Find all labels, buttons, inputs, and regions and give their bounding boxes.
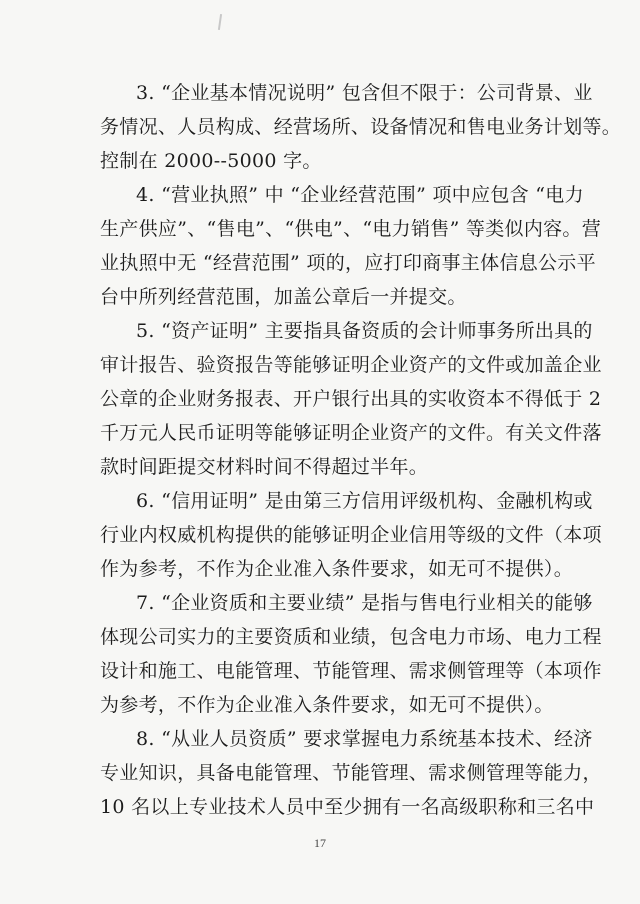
text-line: 务情况、人员构成、经营场所、设备情况和售电业务计划等。 <box>100 116 622 138</box>
text-line: 设计和施工、电能管理、节能管理、需求侧管理等（本项作 <box>100 660 602 682</box>
text-line: 8. “从业人员资质” 要求掌握电力系统基本技术、经济 <box>136 728 593 750</box>
text-line: 为参考，不作为企业准入条件要求，如无可不提供）。 <box>100 694 554 716</box>
text-line: 公章的企业财务报表、开户银行出具的实收资本不得低于 2 <box>100 388 602 410</box>
text-line: 千万元人民币证明等能够证明企业资产的文件。有关文件落 <box>100 422 602 444</box>
text-line: 4. “营业执照” 中 “企业经营范围” 项中应包含 “电力 <box>136 184 584 206</box>
text-line: 6. “信用证明” 是由第三方信用评级机构、金融机构或 <box>136 490 593 512</box>
text-line: 作为参考，不作为企业准入条件要求，如无可不提供）。 <box>100 558 574 580</box>
text-line: 3. “企业基本情况说明” 包含但不限于：公司背景、业 <box>136 82 593 104</box>
text-line: 款时间距提交材料时间不得超过半年。 <box>100 456 429 478</box>
text-line: 台中所列经营范围，加盖公章后一并提交。 <box>100 286 467 308</box>
text-line: 生产供应”、“售电”、“供电”、“电力销售” 等类似内容。营 <box>100 218 602 240</box>
text-line: 业执照中无 “经营范围” 项的，应打印商事主体信息公示平 <box>100 252 596 274</box>
text-line: 专业知识，具备电能管理、节能管理、需求侧管理等能力， <box>100 762 602 784</box>
paragraph-item-8 <box>100 722 602 824</box>
paragraph-item-3 <box>100 76 622 178</box>
paragraph-item-5 <box>100 314 602 484</box>
text-line: 体现公司实力的主要资质和业绩，包含电力市场、电力工程 <box>100 626 602 648</box>
paragraph-item-7 <box>100 586 602 722</box>
text-line: 控制在 2000--5000 字。 <box>100 150 322 172</box>
page-number: 17 <box>314 836 326 850</box>
scan-artifact <box>218 14 222 30</box>
text-line: 审计报告、验资报告等能够证明企业资产的文件或加盖企业 <box>100 354 602 376</box>
text-line: 7. “企业资质和主要业绩” 是指与售电行业相关的能够 <box>136 592 593 614</box>
paragraph-item-4 <box>100 178 602 314</box>
text-line: 5. “资产证明” 主要指具备资质的会计师事务所出具的 <box>136 320 593 342</box>
text-line: 行业内权威机构提供的能够证明企业信用等级的文件（本项 <box>100 524 602 546</box>
text-line: 10 名以上专业技术人员中至少拥有一名高级职称和三名中 <box>100 796 595 818</box>
paragraph-item-6 <box>100 484 602 586</box>
